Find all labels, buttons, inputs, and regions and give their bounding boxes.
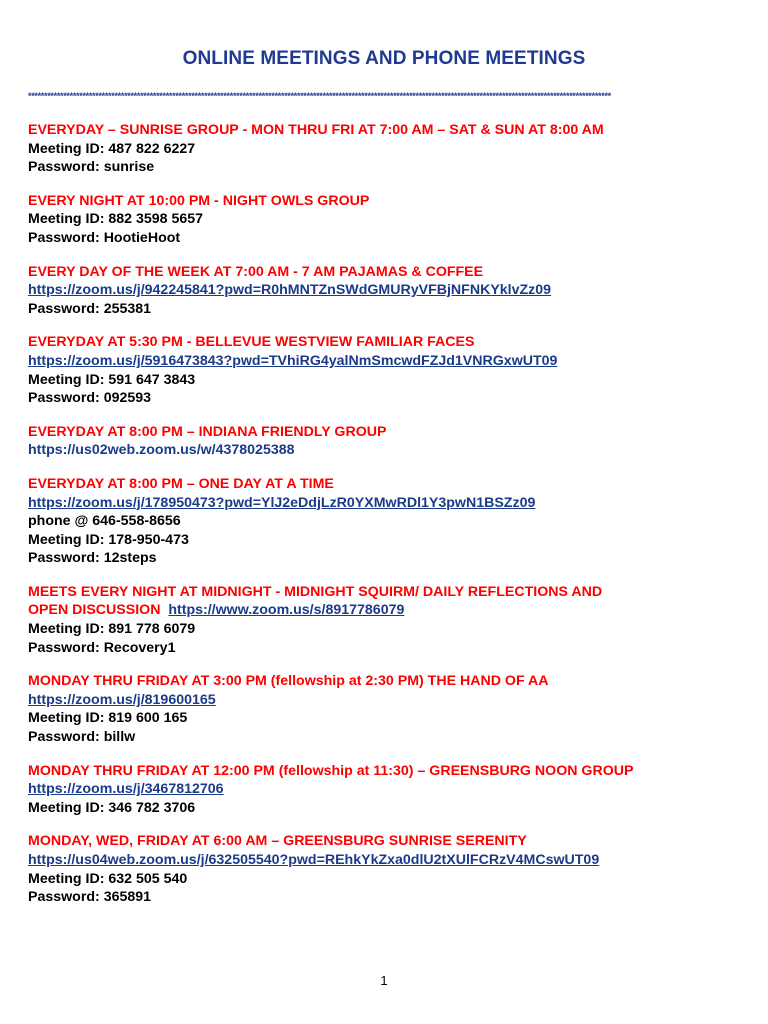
meeting-id: Meeting ID: 819 600 165 [28,710,188,727]
meeting-entry-pajamas-coffee [28,263,744,319]
meeting-heading: EVERYDAY – SUNRISE GROUP - MON THRU FRI AT 7:00 AM – SAT & SUN AT 8:00 AM [28,122,604,138]
separator-line: ************************************************************************************************************************************************************************************** [28,91,611,101]
meeting-heading-continued: OPEN DISCUSSION [28,602,161,619]
meeting-entry-midnight-squirm [28,583,744,657]
meeting-heading: MONDAY THRU FRIDAY AT 3:00 PM (fellowship at 2:30 PM) THE HAND OF AA [28,673,549,690]
meeting-link[interactable]: https://us04web.zoom.us/j/632505540?pwd=REhkYkZxa0dlU2tXUlFCRzV4MCswUT09 [28,852,600,868]
meeting-password: Password: HootieHoot [28,229,181,246]
meeting-id: Meeting ID: 882 3598 5657 [28,211,204,228]
meeting-link[interactable]: https://zoom.us/j/5916473843?pwd=TVhiRG4yalNmSmcwdFZJd1VNRGxwUT09 [28,352,558,369]
meeting-heading: MONDAY, WED, FRIDAY AT 6:00 AM – GREENSBURG SUNRISE SERENITY [28,833,527,850]
meeting-link[interactable]: https://zoom.us/j/178950473?pwd=YlJ2eDdjLzR0YXMwRDl1Y3pwN1BSZz09 [28,494,536,511]
meeting-phone: phone @ 646-558-8656 [28,513,181,530]
meeting-id: Meeting ID: 591 647 3843 [28,371,196,388]
meeting-password: Password: 255381 [28,300,152,317]
meeting-entry-hand-of-aa [28,672,744,746]
meeting-heading: EVERYDAY AT 8:00 PM – ONE DAY AT A TIME [28,475,334,492]
meeting-id: Meeting ID: 632 505 540 [28,870,188,887]
page-title: ONLINE MEETINGS AND PHONE MEETINGS [182,48,586,69]
meeting-heading: EVERYDAY AT 5:30 PM - BELLEVUE WESTVIEW FAMILIAR FACES [28,334,475,351]
meeting-link[interactable]: https://zoom.us/j/3467812706 [28,781,224,798]
meeting-heading: MEETS EVERY NIGHT AT MIDNIGHT - MIDNIGHT SQUIRM/ DAILY REFLECTIONS AND [28,583,603,600]
meeting-id: Meeting ID: 891 778 6079 [28,621,196,638]
page-number: 1 [380,973,388,988]
meeting-heading: EVERYDAY AT 8:00 PM – INDIANA FRIENDLY GROUP [28,423,387,440]
meeting-link[interactable]: https://zoom.us/j/819600165 [28,691,216,708]
meeting-entry-greensburg-noon [28,762,744,818]
meeting-entry-bellevue-westview [28,333,744,407]
meeting-heading: EVERY NIGHT AT 10:00 PM - NIGHT OWLS GROUP [28,192,370,209]
meeting-password: Password: 365891 [28,889,152,906]
meeting-heading: EVERY DAY OF THE WEEK AT 7:00 AM - 7 AM PAJAMAS & COFFEE [28,263,484,280]
meeting-id: Meeting ID: 346 782 3706 [28,799,196,816]
meeting-heading: MONDAY THRU FRIDAY AT 12:00 PM (fellowship at 11:30) – GREENSBURG NOON GROUP [28,762,634,779]
meeting-password: Password: sunrise [28,159,155,176]
meeting-password: Password: billw [28,729,136,746]
meeting-password: Password: 12steps [28,550,157,567]
meeting-password: Password: Recovery1 [28,639,176,656]
meeting-entry-indiana-friendly [28,423,744,460]
meeting-list [28,121,744,922]
meeting-id: Meeting ID: 487 822 6227 [28,140,196,157]
meeting-password: Password: 092593 [28,390,152,407]
meeting-entry-night-owls [28,192,744,248]
meeting-entry-one-day-at-a-time [28,475,744,568]
meeting-id: Meeting ID: 178-950-473 [28,531,189,548]
meeting-link[interactable]: https://us02web.zoom.us/w/4378025388 [28,442,295,459]
meeting-entry-greensburg-sunrise-serenity [28,832,744,906]
meeting-link[interactable]: https://zoom.us/j/942245841?pwd=R0hMNTZnSWdGMURyVFBjNFNKYklvZz09 [28,282,552,299]
meeting-entry-sunrise-group [28,121,744,177]
meeting-link[interactable]: https://www.zoom.us/s/8917786079 [168,602,405,619]
